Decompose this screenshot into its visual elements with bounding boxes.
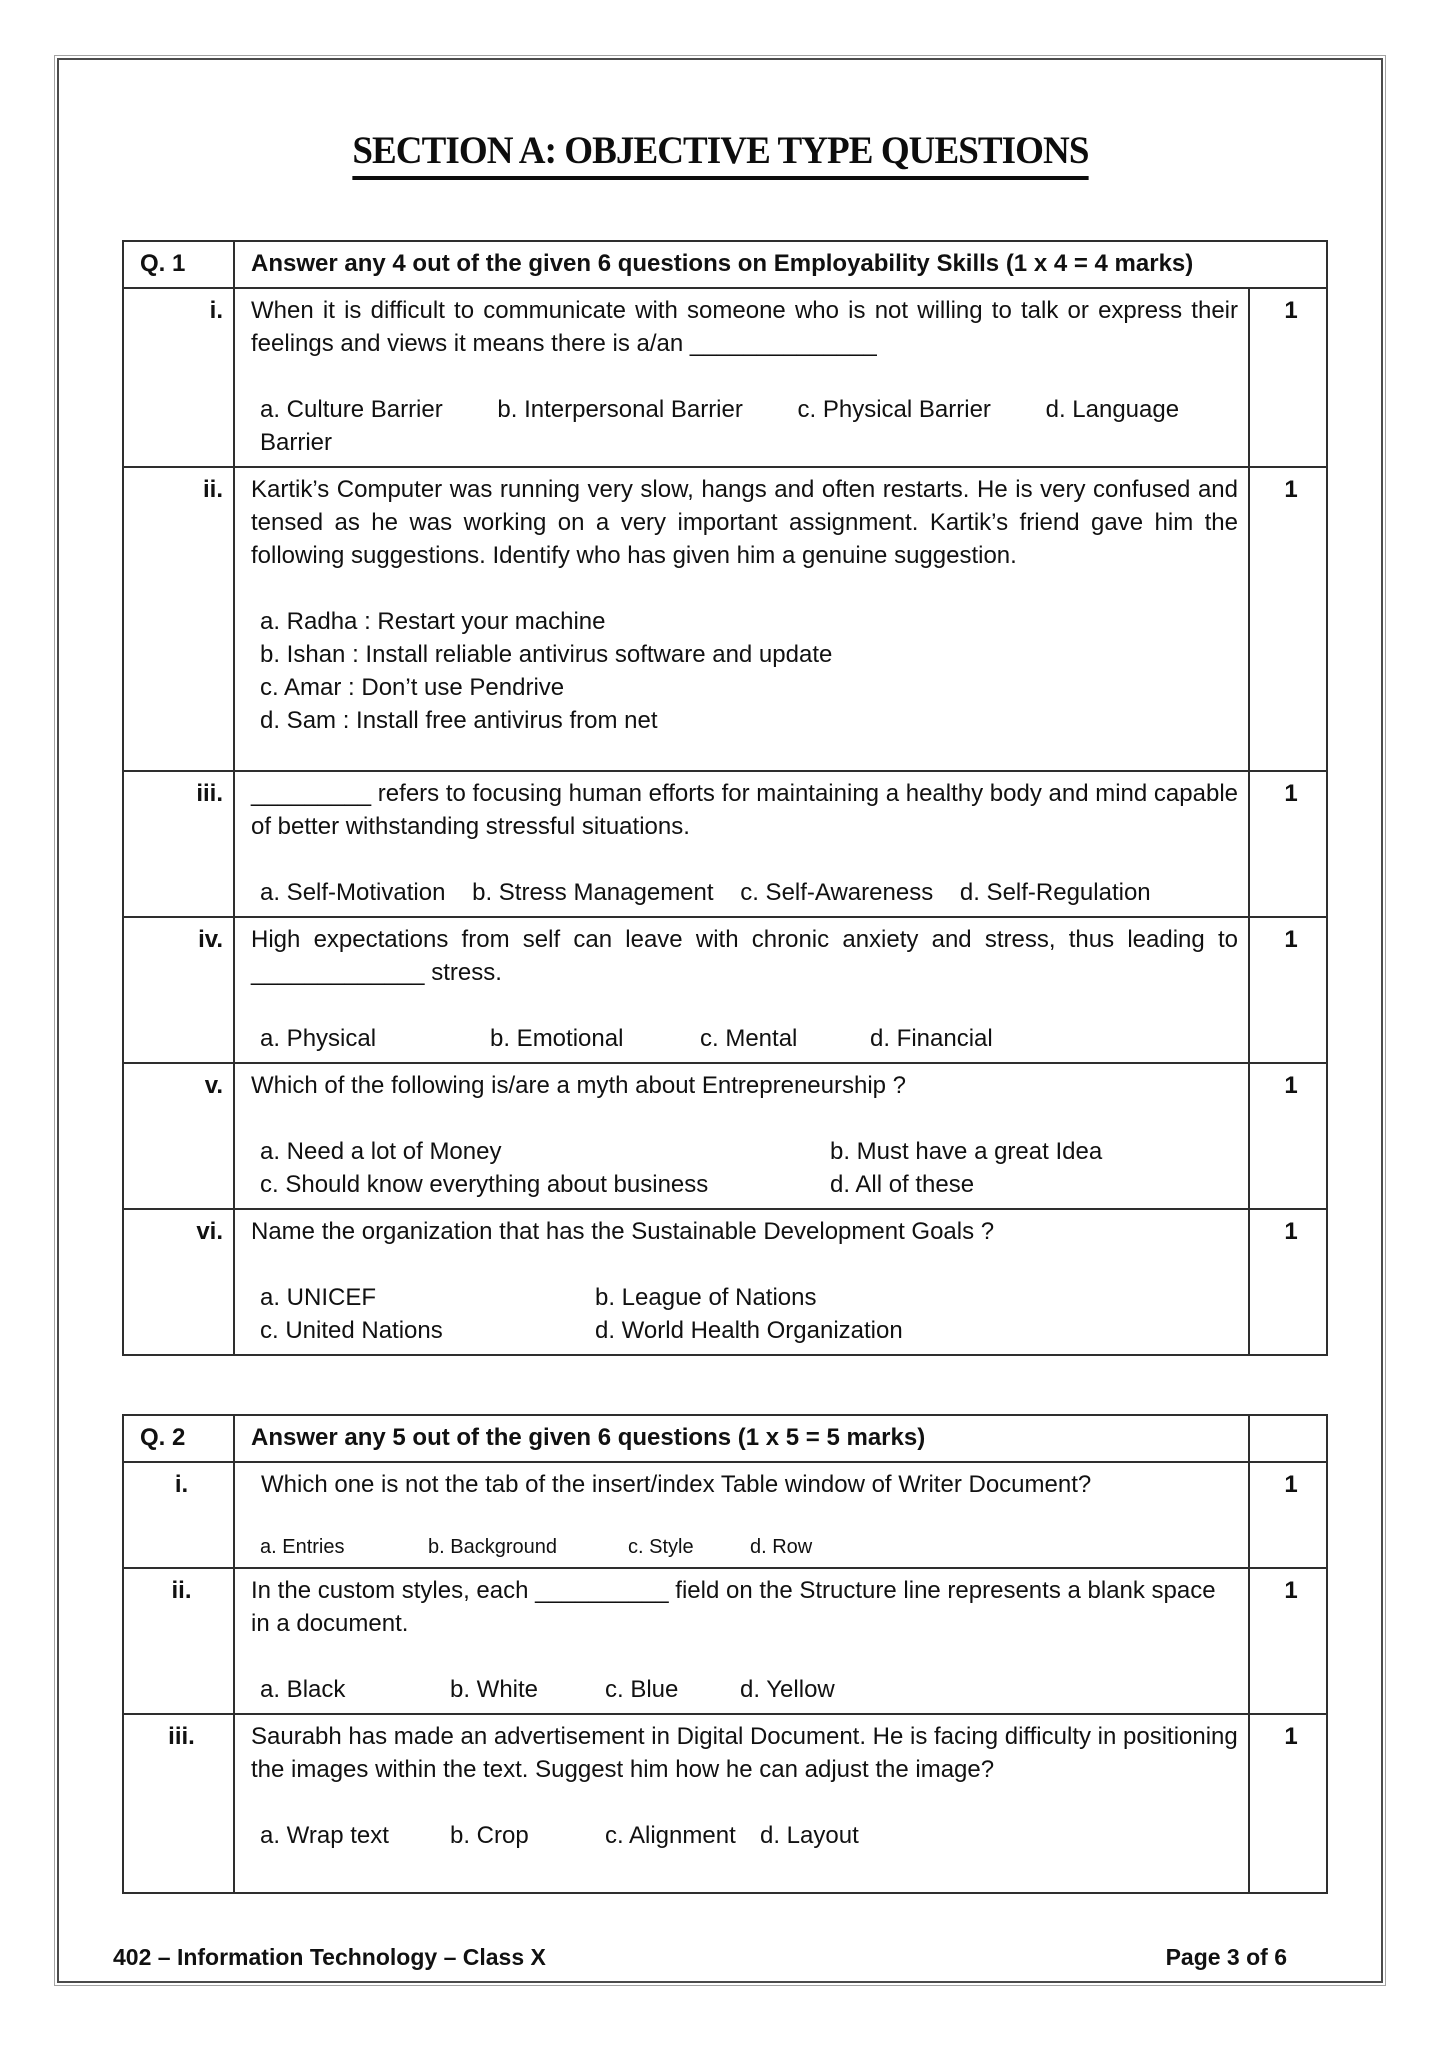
options	[251, 1281, 1238, 1347]
options	[251, 876, 1238, 909]
question-row	[123, 1063, 1327, 1209]
option: d. Language Barrier	[260, 396, 1180, 456]
option: b. Ishan : Install reliable antivirus software and update	[260, 641, 833, 668]
marks-value: 1	[1249, 917, 1327, 1063]
question-text: High expectations from self can leave with chronic anxiety and stress, thus leading to _____________ stress.	[251, 926, 1238, 986]
option: b. Stress Management	[472, 879, 714, 906]
question-cell	[234, 1568, 1249, 1714]
option: b. White	[450, 1676, 539, 1703]
option: b. Emotional	[490, 1025, 624, 1052]
question-number: vi.	[123, 1209, 234, 1355]
option: c. Physical Barrier	[797, 396, 991, 423]
option: a. Wrap text	[260, 1822, 389, 1849]
marks-value: 1	[1249, 1714, 1327, 1893]
option: c. Self-Awareness	[740, 879, 934, 906]
option: c. Alignment	[605, 1822, 736, 1849]
question-row	[123, 288, 1327, 467]
option: a. Physical	[260, 1025, 377, 1052]
q1-label: Q. 1	[123, 241, 234, 288]
option: d. Financial	[870, 1025, 993, 1052]
options	[251, 1135, 1238, 1201]
option: b. League of Nations	[595, 1284, 817, 1311]
option: a. Culture Barrier	[260, 396, 443, 423]
option: a. Need a lot of Money	[260, 1138, 502, 1165]
option: b. Must have a great Idea	[830, 1138, 1103, 1165]
question-number: iii.	[123, 1714, 234, 1893]
option: d. Self-Regulation	[959, 879, 1151, 906]
question-number: iii.	[123, 771, 234, 917]
question-row	[123, 771, 1327, 917]
question-text: Name the organization that has the Sustainable Development Goals ?	[251, 1218, 995, 1245]
question-row	[123, 1209, 1327, 1355]
question-row	[123, 1714, 1327, 1893]
question-text: In the custom styles, each __________ field on the Structure line represents a blank space in a document.	[251, 1577, 1216, 1637]
option: c. Amar : Don’t use Pendrive	[260, 674, 565, 701]
question-text: Saurabh has made an advertisement in Digital Document. He is facing difficulty in positioning the images within the text. Suggest him how he can adjust the image?	[251, 1723, 1238, 1783]
question-cell	[234, 917, 1249, 1063]
footer-right: Page 3 of 6	[1165, 1944, 1287, 1970]
option: d. Layout	[760, 1822, 859, 1849]
option: b. Interpersonal Barrier	[497, 396, 743, 423]
question-text: Kartik’s Computer was running very slow, hangs and often restarts. He is very confused and tensed as he was working on a very important assignment. Kartik’s friend gave him the following suggestions. Identify who has given him a genuine suggestion.	[251, 476, 1238, 569]
option: c. Should know everything about business	[260, 1171, 709, 1198]
footer-left: 402 – Information Technology – Class X	[113, 1944, 546, 1970]
q1-table	[122, 240, 1328, 1356]
marks-value: 1	[1249, 771, 1327, 917]
question-cell	[234, 467, 1249, 771]
options	[251, 1022, 1238, 1055]
question-number: ii.	[123, 467, 234, 771]
options	[251, 1673, 1238, 1706]
question-number: ii.	[123, 1568, 234, 1714]
question-text: _________ refers to focusing human efforts for maintaining a healthy body and mind capable of better withstanding stressful situations.	[251, 780, 1238, 840]
question-text: Which one is not the tab of the insert/index Table window of Writer Document?	[261, 1471, 1092, 1498]
page-border	[57, 58, 1383, 1983]
options	[251, 393, 1238, 459]
option: c. Mental	[700, 1025, 798, 1052]
option: a. UNICEF	[260, 1284, 377, 1311]
options	[251, 1534, 1238, 1560]
question-number: iv.	[123, 917, 234, 1063]
q1-header-row	[123, 241, 1327, 288]
question-cell	[234, 288, 1249, 467]
marks-value: 1	[1249, 1063, 1327, 1209]
question-row	[123, 1462, 1327, 1568]
marks-value: 1	[1249, 1462, 1327, 1568]
option: c. Blue	[605, 1676, 679, 1703]
option: d. Row	[750, 1536, 813, 1558]
marks-value: 1	[1249, 467, 1327, 771]
option: a. Self-Motivation	[260, 879, 446, 906]
question-cell	[234, 771, 1249, 917]
q2-header: Answer any 5 out of the given 6 questions (1 x 5 = 5 marks)	[234, 1415, 1249, 1462]
option: b. Crop	[450, 1822, 529, 1849]
question-cell	[234, 1209, 1249, 1355]
marks-value: 1	[1249, 288, 1327, 467]
question-row	[123, 1568, 1327, 1714]
q2-table	[122, 1414, 1328, 1894]
question-row	[123, 917, 1327, 1063]
option: a. Radha : Restart your machine	[260, 608, 606, 635]
q2-label: Q. 2	[123, 1415, 234, 1462]
option: d. Sam : Install free antivirus from net	[260, 707, 658, 734]
section-title-text: SECTION A: OBJECTIVE TYPE QUESTIONS	[352, 128, 1088, 180]
option: b. Background	[428, 1536, 557, 1558]
option: d. Yellow	[740, 1676, 835, 1703]
question-cell	[234, 1714, 1249, 1893]
option: d. All of these	[830, 1171, 975, 1198]
section-title	[59, 128, 1381, 180]
question-cell	[234, 1063, 1249, 1209]
option: a. Entries	[260, 1536, 345, 1558]
question-number: i.	[123, 288, 234, 467]
question-text: When it is difficult to communicate with someone who is not willing to talk or express their feelings and views it means there is a/an ______________	[251, 297, 1238, 357]
question-number: i.	[123, 1462, 234, 1568]
question-text: Which of the following is/are a myth about Entrepreneurship ?	[251, 1072, 907, 1099]
question-number: v.	[123, 1063, 234, 1209]
q2-header-row	[123, 1415, 1327, 1462]
option: c. Style	[628, 1536, 694, 1558]
marks-value: 1	[1249, 1568, 1327, 1714]
option: a. Black	[260, 1676, 346, 1703]
question-row	[123, 467, 1327, 771]
question-cell	[234, 1462, 1249, 1568]
options	[251, 605, 1238, 737]
option: c. United Nations	[260, 1317, 443, 1344]
q2-header-marks-cell	[1249, 1415, 1327, 1462]
options	[251, 1819, 1238, 1852]
option: d. World Health Organization	[595, 1317, 903, 1344]
q1-header: Answer any 4 out of the given 6 questions on Employability Skills (1 x 4 = 4 marks)	[234, 241, 1327, 288]
marks-value: 1	[1249, 1209, 1327, 1355]
page-footer	[113, 1944, 1287, 1971]
